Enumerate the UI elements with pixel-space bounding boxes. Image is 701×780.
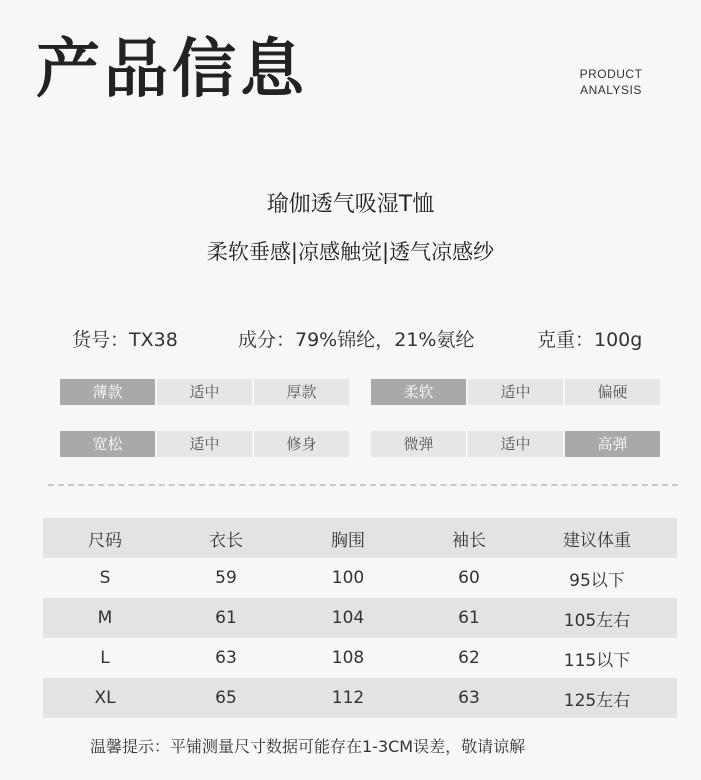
fit-scale (60, 431, 349, 457)
scale-option: 适中 (468, 379, 563, 405)
column-header: 尺码 (88, 530, 122, 551)
column-header: 袖长 (452, 530, 486, 551)
table-cell: S (99, 568, 111, 588)
softness-scale (371, 379, 660, 405)
column-header: 建议体重 (563, 530, 631, 551)
table-row (43, 638, 677, 678)
scale-option: 宽松 (60, 431, 155, 457)
column-header: 胸围 (331, 530, 365, 551)
spec-line (0, 325, 701, 355)
elasticity-scale (371, 431, 660, 457)
product-features: 柔软垂感|凉感触觉|透气凉感纱 (206, 240, 495, 264)
table-cell: 95以下 (569, 570, 625, 591)
scale-option: 柔软 (371, 379, 466, 405)
table-cell: 125左右 (563, 690, 631, 711)
table-row (43, 678, 677, 718)
scale-option: 适中 (157, 379, 252, 405)
thickness-scale (60, 379, 349, 405)
english-subtitle-line1: PRODUCT (579, 67, 643, 81)
scale-option: 厚款 (254, 379, 349, 405)
scale-option: 薄款 (60, 379, 155, 405)
scale-option: 微弹 (371, 431, 466, 457)
table-row (43, 558, 677, 598)
table-cell: 61 (458, 608, 480, 628)
scale-option: 偏硬 (565, 379, 660, 405)
table-cell: 59 (215, 568, 237, 588)
column-header: 衣长 (209, 530, 243, 551)
table-cell: 115以下 (563, 650, 631, 671)
table-cell: 62 (458, 648, 480, 668)
table-cell: 60 (458, 568, 480, 588)
table-cell: 108 (331, 648, 365, 668)
table-cell: 104 (331, 608, 365, 628)
table-header-row (43, 518, 677, 558)
table-cell: 63 (458, 688, 480, 708)
measurement-tip: 温馨提示：平铺测量尺寸数据可能存在1-3CM误差，敬请谅解 (90, 737, 526, 756)
table-cell: 63 (215, 648, 237, 668)
scale-option: 适中 (468, 431, 563, 457)
english-subtitle-line2: ANALYSIS (580, 83, 642, 97)
fabric-weight: 克重：100g (537, 329, 643, 351)
table-cell: L (100, 648, 110, 668)
table-cell: 105左右 (563, 610, 631, 631)
table-cell: 100 (331, 568, 365, 588)
dashed-divider (48, 484, 678, 486)
table-cell: XL (94, 688, 116, 708)
scale-option: 修身 (254, 431, 349, 457)
table-cell: 61 (215, 608, 237, 628)
table-row (43, 598, 677, 638)
table-cell: 65 (215, 688, 237, 708)
page-title: 产品信息 (36, 33, 308, 107)
size-table (43, 518, 677, 718)
scale-option: 适中 (157, 431, 252, 457)
item-number: 货号：TX38 (72, 329, 178, 351)
table-cell: M (97, 608, 113, 628)
table-cell: 112 (331, 688, 365, 708)
english-subtitle (576, 66, 646, 98)
product-name: 瑜伽透气吸湿T恤 (266, 192, 435, 217)
scale-option: 高弹 (565, 431, 660, 457)
composition: 成分：79%锦纶，21%氨纶 (238, 329, 475, 351)
